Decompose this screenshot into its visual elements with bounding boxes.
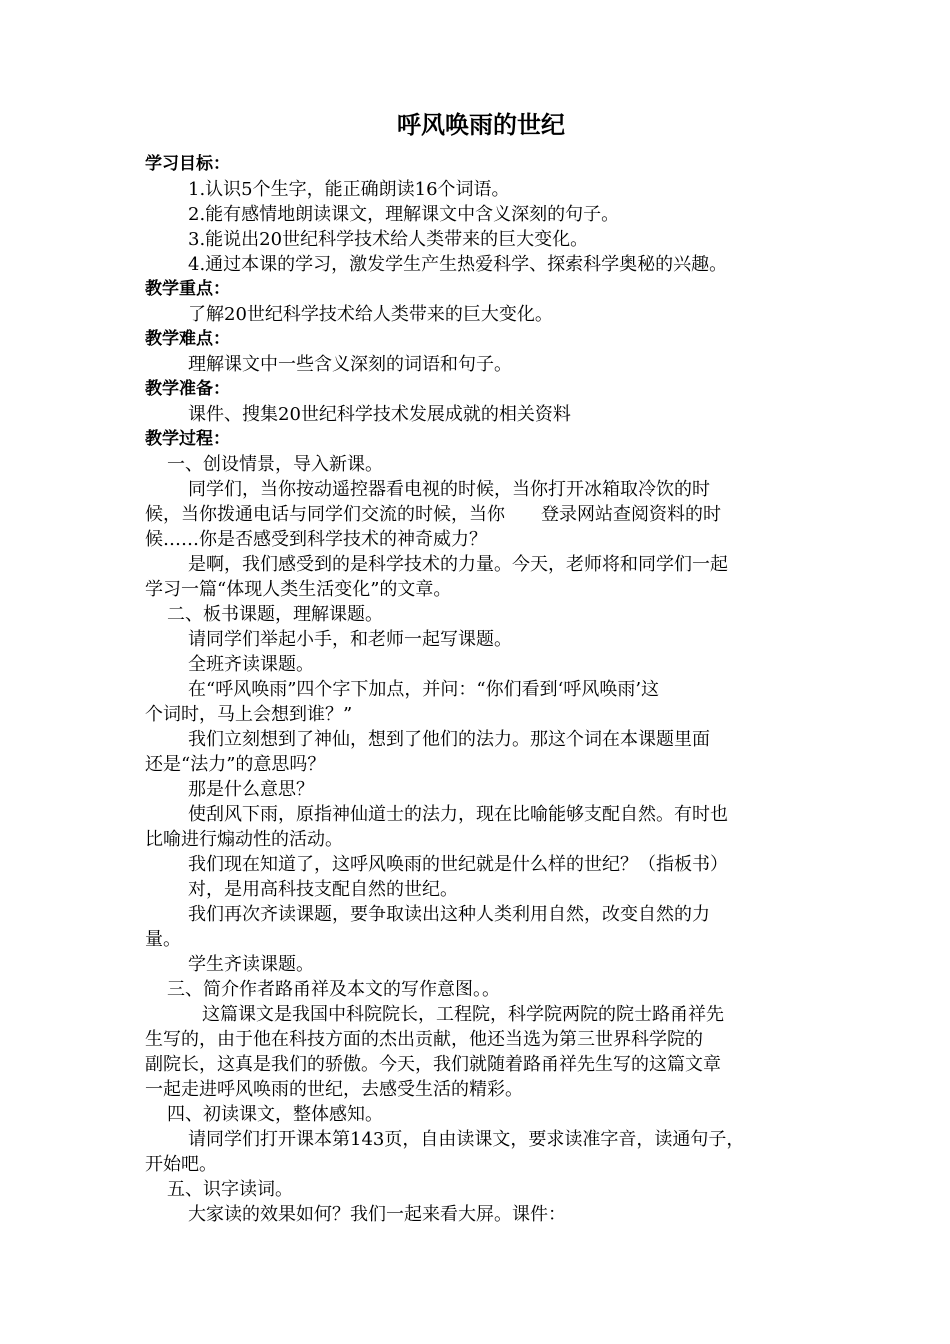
process-line: 对，是用高科技支配自然的世纪。 bbox=[188, 879, 458, 900]
process-line: 一起走进呼风唤雨的世纪，去感受生活的精彩。 bbox=[145, 1079, 523, 1100]
process-line: 开始吧。 bbox=[145, 1154, 217, 1175]
process-line: 副院长，这真是我们的骄傲。今天，我们就随着路甬祥先生写的这篇文章 bbox=[145, 1054, 721, 1075]
process-line: 二、板书课题，理解课题。 bbox=[167, 604, 383, 625]
process-line: 那是什么意思？ bbox=[188, 779, 314, 800]
process-line: 候，当你拨通电话与同学们交流的时候，当你 登录网站查阅资料的时 bbox=[145, 504, 721, 525]
process-line: 我们再次齐读课题，要争取读出这种人类利用自然，改变自然的力 bbox=[188, 904, 710, 925]
process-line: 一、创设情景，导入新课。 bbox=[167, 454, 383, 475]
document-title: 呼风唤雨的世纪 bbox=[397, 111, 565, 139]
prep-text: 课件、搜集20世纪科学技术发展成就的相关资料 bbox=[188, 404, 571, 425]
focus-text: 了解20世纪科学技术给人类带来的巨大变化。 bbox=[188, 304, 553, 325]
process-line: 还是“法力”的意思吗？ bbox=[145, 754, 326, 775]
process-line: 学习一篇“体现人类生活变化”的文章。 bbox=[145, 579, 452, 600]
focus-heading: 教学重点： bbox=[145, 279, 230, 299]
goal-item: 1.认识5个生字，能正确朗读16个词语。 bbox=[188, 179, 510, 200]
goal-item: 2.能有感情地朗读课文，理解课文中含义深刻的句子。 bbox=[188, 204, 620, 225]
process-line: 是啊，我们感受到的是科学技术的力量。今天，老师将和同学们一起 bbox=[188, 554, 728, 575]
process-line: 在“呼风唤雨”四个字下加点，并问：“你们看到‘呼风唤雨’这 bbox=[188, 679, 660, 700]
process-line: 五、识字读词。 bbox=[167, 1179, 293, 1200]
process-line: 我们立刻想到了神仙，想到了他们的法力。那这个词在本课题里面 bbox=[188, 729, 710, 750]
goal-item: 4.通过本课的学习，激发学生产生热爱科学、探索科学奥秘的兴趣。 bbox=[188, 254, 728, 275]
process-line: 请同学们打开课本第143页，自由读课文，要求读准字音，读通句子， bbox=[188, 1129, 745, 1150]
process-line: 比喻进行煽动性的活动。 bbox=[145, 829, 343, 850]
process-line: 同学们，当你按动遥控器看电视的时候，当你打开冰箱取冷饮的时 bbox=[188, 479, 710, 500]
process-line: 这篇课文是我国中科院院长，工程院，科学院两院的院士路甬祥先 bbox=[202, 1004, 724, 1025]
process-line: 学生齐读课题。 bbox=[188, 954, 314, 975]
process-heading: 教学过程： bbox=[145, 429, 230, 449]
process-line: 请同学们举起小手，和老师一起写课题。 bbox=[188, 629, 512, 650]
process-line: 全班齐读课题。 bbox=[188, 654, 314, 675]
process-body bbox=[145, 452, 817, 1227]
difficulty-text: 理解课文中一些含义深刻的词语和句子。 bbox=[188, 354, 512, 375]
process-line: 候……你是否感受到科学技术的神奇威力？ bbox=[145, 529, 487, 550]
process-line: 个词时，马上会想到谁？” bbox=[145, 704, 353, 725]
document-page bbox=[145, 108, 817, 1227]
goal-item: 3.能说出20世纪科学技术给人类带来的巨大变化。 bbox=[188, 229, 589, 250]
process-line: 使刮风下雨，原指神仙道士的法力，现在比喻能够支配自然。有时也 bbox=[188, 804, 728, 825]
process-line: 三、简介作者路甬祥及本文的写作意图。。 bbox=[167, 979, 500, 1000]
goals-heading: 学习目标： bbox=[145, 154, 230, 174]
difficulty-heading: 教学难点： bbox=[145, 329, 230, 349]
process-line: 我们现在知道了，这呼风唤雨的世纪就是什么样的世纪？（指板书） bbox=[188, 854, 728, 875]
process-line: 大家读的效果如何？我们一起来看大屏。课件： bbox=[188, 1204, 566, 1225]
process-line: 量。 bbox=[145, 929, 181, 950]
process-line: 四、初读课文，整体感知。 bbox=[167, 1104, 383, 1125]
prep-heading: 教学准备： bbox=[145, 379, 230, 399]
process-line: 生写的，由于他在科技方面的杰出贡献，他还当选为第三世界科学院的 bbox=[145, 1029, 703, 1050]
